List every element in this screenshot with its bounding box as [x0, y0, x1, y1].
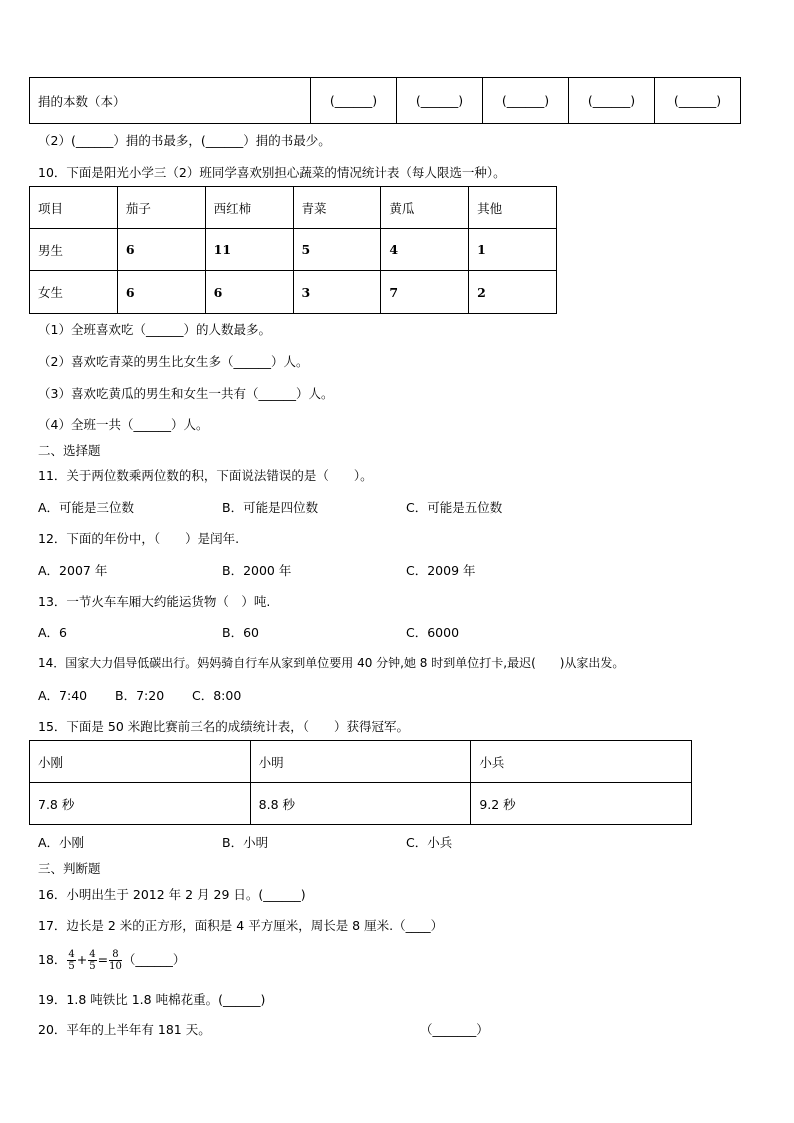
q9-part2: （2）(______）捐的书最多，(______）捐的书最少。 — [38, 133, 331, 148]
q18-blank[interactable]: （______） — [122, 952, 186, 967]
veg-row-label: 男生 — [30, 229, 118, 271]
donation-label: 捐的本数（本） — [30, 78, 311, 124]
fraction: $\frac{8}{10}$ — [109, 949, 122, 972]
veg-header-item: 项目 — [30, 187, 118, 229]
section-choice-heading: 二、选择题 — [38, 443, 101, 458]
veg-cell: 5 — [293, 229, 381, 271]
veg-cell: 2 — [469, 271, 557, 314]
veg-header-tomato: 西红柿 — [205, 187, 293, 229]
veg-cell: 6 — [117, 229, 205, 271]
q13-stem: 13．一节火车车厢大约能运货物（ ）吨. — [38, 594, 271, 609]
race-time: 9.2 秒 — [471, 783, 692, 825]
veg-cell: 4 — [381, 229, 469, 271]
fraction: $\frac{4}{5}$ — [89, 949, 96, 972]
q15-option-b[interactable]: B．小明 — [222, 835, 269, 850]
veg-cell: 11 — [205, 229, 293, 271]
q11-option-a[interactable]: A．可能是三位数 — [38, 500, 135, 515]
q13-option-a[interactable]: A．6 — [38, 625, 68, 640]
race-time: 8.8 秒 — [250, 783, 471, 825]
donation-table — [29, 77, 741, 124]
veg-cell: 3 — [293, 271, 381, 314]
q14-option-c[interactable]: C．8:00 — [192, 688, 242, 703]
q20-blank[interactable]: （_______） — [420, 1022, 489, 1037]
veg-cell: 6 — [117, 271, 205, 314]
q12-stem: 12．下面的年份中，（ ）是闰年. — [38, 531, 240, 546]
q18-number: 18． — [38, 952, 67, 967]
veg-row-label: 女生 — [30, 271, 118, 314]
q14-stem: 14．国家大力倡导低碳出行。妈妈骑自行车从家到单位要用 40 分钟,她 8 时到单位打卡,最迟( )从家出发。 — [38, 656, 625, 670]
q12-option-a[interactable]: A．2007 年 — [38, 563, 108, 578]
table-row — [30, 229, 557, 271]
q15-option-c[interactable]: C．小兵 — [406, 835, 453, 850]
q10-sub1: （1）全班喜欢吃（______）的人数最多。 — [38, 322, 271, 337]
q15-stem: 15．下面是 50 米跑比赛前三名的成绩统计表，（ ）获得冠军。 — [38, 719, 410, 734]
race-table — [29, 740, 692, 825]
veg-header-cucumber: 黄瓜 — [381, 187, 469, 229]
q14-option-a[interactable]: A．7:40 — [38, 688, 88, 703]
q13-option-b[interactable]: B．60 — [222, 625, 259, 640]
veg-header-other: 其他 — [469, 187, 557, 229]
donation-blank-2[interactable]: (______) — [397, 78, 483, 124]
q11-option-c[interactable]: C．可能是五位数 — [406, 500, 503, 515]
section-judge-heading: 三、判断题 — [38, 861, 101, 876]
donation-blank-4[interactable]: (______) — [569, 78, 655, 124]
fraction: $\frac{4}{5}$ — [68, 949, 75, 972]
q16: 16．小明出生于 2012 年 2 月 29 日。(______) — [38, 887, 306, 902]
table-row — [30, 783, 692, 825]
q10-sub4: （4）全班一共（______）人。 — [38, 417, 209, 432]
race-name: 小刚 — [30, 741, 251, 783]
vegetable-table — [29, 186, 557, 314]
q11-stem: 11．关于两位数乘两位数的积，下面说法错误的是（ ）。 — [38, 468, 373, 483]
race-time: 7.8 秒 — [30, 783, 251, 825]
veg-cell: 1 — [469, 229, 557, 271]
q10-stem: 10．下面是阳光小学三（2）班同学喜欢别担心蔬菜的情况统计表（每人限选一种）。 — [38, 165, 506, 180]
q14-option-b[interactable]: B．7:20 — [115, 688, 165, 703]
veg-header-eggplant: 茄子 — [117, 187, 205, 229]
q18: 18． $\frac{4}{5}$ + $\frac{4}{5}$ = $\frac{8}{10}$ （______） — [38, 949, 186, 972]
q12-option-c[interactable]: C．2009 年 — [406, 563, 476, 578]
q15-option-a[interactable]: A．小刚 — [38, 835, 85, 850]
q20-stem: 20．平年的上半年有 181 天。 — [38, 1022, 211, 1037]
q13-option-c[interactable]: C．6000 — [406, 625, 460, 640]
table-row — [30, 271, 557, 314]
race-name: 小兵 — [471, 741, 692, 783]
q17: 17．边长是 2 米的正方形，面积是 4 平方厘米，周长是 8 厘米.（____） — [38, 918, 444, 933]
donation-blank-3[interactable]: (______) — [483, 78, 569, 124]
donation-blank-1[interactable]: (______) — [311, 78, 397, 124]
donation-blank-5[interactable]: (______) — [655, 78, 741, 124]
q19: 19．1.8 吨铁比 1.8 吨棉花重。(______) — [38, 992, 266, 1007]
table-row — [30, 741, 692, 783]
veg-cell: 6 — [205, 271, 293, 314]
q10-sub2: （2）喜欢吃青菜的男生比女生多（______）人。 — [38, 354, 309, 369]
q12-option-b[interactable]: B．2000 年 — [222, 563, 292, 578]
veg-cell: 7 — [381, 271, 469, 314]
veg-header-greens: 青菜 — [293, 187, 381, 229]
q11-option-b[interactable]: B．可能是四位数 — [222, 500, 319, 515]
q10-sub3: （3）喜欢吃黄瓜的男生和女生一共有（______）人。 — [38, 386, 334, 401]
race-name: 小明 — [250, 741, 471, 783]
